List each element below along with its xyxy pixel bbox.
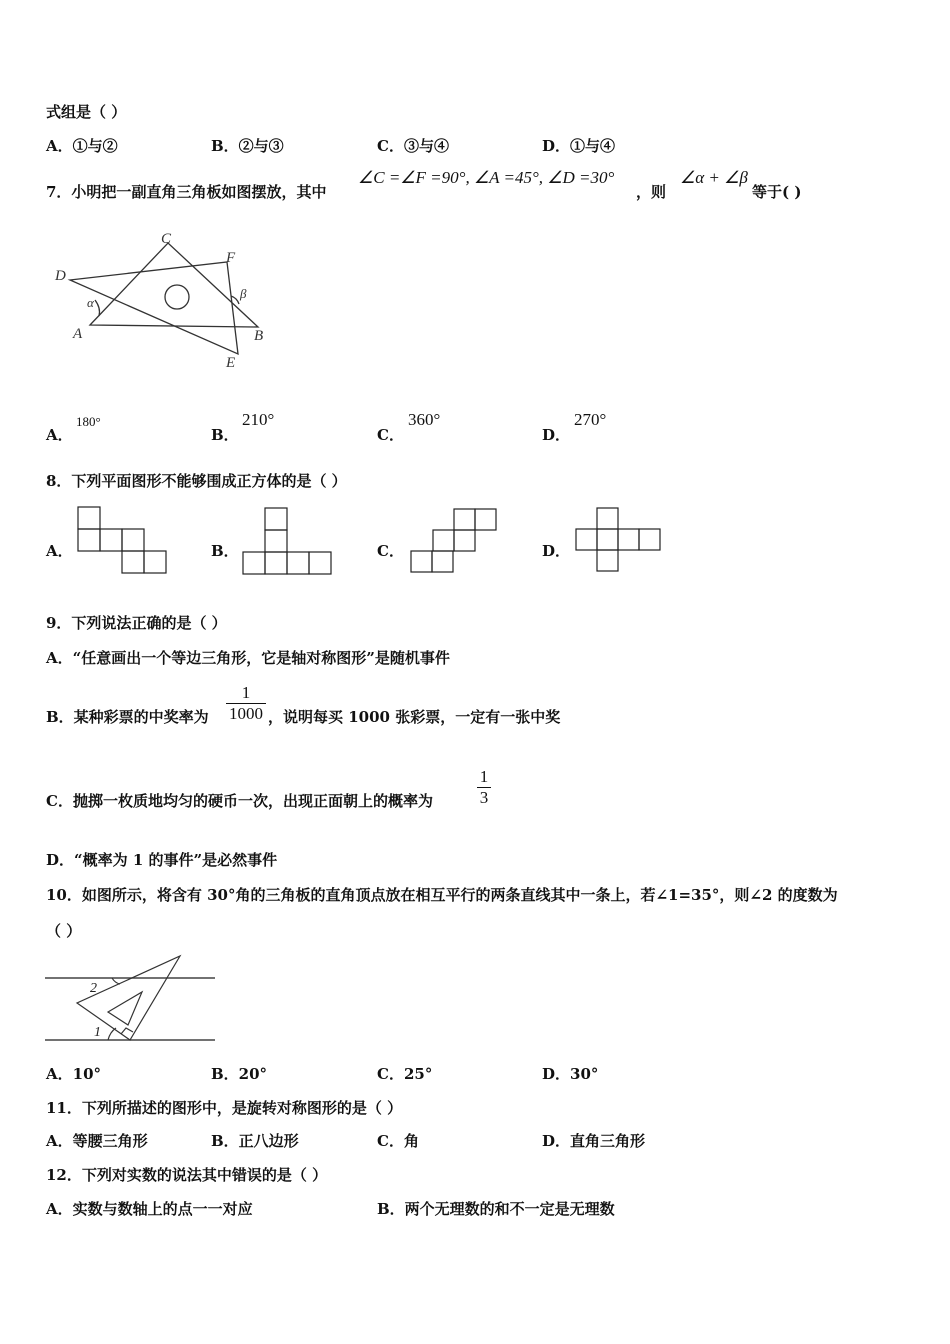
q10-option-b[interactable]: B．20°: [211, 1065, 268, 1083]
q9-option-b[interactable]: B．某种彩票的中奖率为: [46, 708, 209, 726]
q10-option-d[interactable]: D．30°: [542, 1065, 599, 1083]
q9-option-b-tail: ，说明每买 1000 张彩票，一定有一张中奖: [268, 708, 561, 726]
q7-label-e: E: [226, 355, 236, 371]
q9-option-d[interactable]: D．“概率为 1 的事件”是必然事件: [46, 851, 278, 869]
q9-option-c[interactable]: C．抛掷一枚质地均匀的硬币一次，出现正面朝上的概率为: [46, 792, 433, 810]
q7-option-c-value: 360°: [408, 410, 441, 429]
q7-label-f: F: [226, 250, 236, 266]
q10-right-angle-mark: [121, 1028, 133, 1034]
q6-option-d[interactable]: D．①与④: [542, 137, 616, 155]
q7-label-c: C: [161, 231, 172, 247]
q7-stem-suffix: 等于( ): [752, 183, 802, 201]
q9-option-b-denominator: 1000: [229, 704, 263, 723]
q11-option-b[interactable]: B．正八边形: [211, 1132, 299, 1150]
q8-stem: 8．下列平面图形不能够围成正方体的是（ ）: [46, 472, 347, 490]
q10-stem: 10．如图所示，将含有 30°角的三角板的直角顶点放在相互平行的两条直线其中一条上，若∠1=35°，则∠2 的度数为: [46, 886, 838, 904]
q12-option-a[interactable]: A．实数与数轴上的点一一对应: [46, 1200, 253, 1218]
q7-label-a: A: [73, 326, 83, 342]
q7-label-beta: β: [240, 286, 247, 301]
q7-label-alpha: α: [87, 295, 94, 310]
q7-option-c[interactable]: C．: [377, 426, 404, 444]
q7-stem-mid: ，则: [636, 183, 667, 201]
q11-option-c[interactable]: C．角: [377, 1132, 419, 1150]
q7-option-b[interactable]: B．: [211, 426, 239, 444]
q6-option-c[interactable]: C．③与④: [377, 137, 449, 155]
q6-stem-tail: 式组是（ ）: [46, 103, 127, 121]
q8-option-b[interactable]: B．: [211, 542, 239, 560]
q7-label-d: D: [55, 268, 66, 284]
q12-stem: 12．下列对实数的说法其中错误的是（ ）: [46, 1166, 328, 1184]
q8-option-d[interactable]: D．: [542, 542, 571, 560]
q7-option-a[interactable]: A．: [46, 426, 73, 444]
q8-option-c[interactable]: C．: [377, 542, 404, 560]
q6-option-a[interactable]: A．①与②: [46, 137, 118, 155]
q7-condition: ∠C =∠F =90°, ∠A =45°, ∠D =30°: [358, 168, 615, 187]
q12-option-b[interactable]: B．两个无理数的和不一定是无理数: [377, 1200, 615, 1218]
q9-option-a[interactable]: A．“任意画出一个等边三角形，它是轴对称图形”是随机事件: [46, 649, 450, 667]
q7-option-b-value: 210°: [242, 410, 275, 429]
q9-option-c-denominator: 3: [479, 788, 489, 807]
q10-angle-2-arc: [112, 978, 120, 984]
q10-label-2: 2: [90, 981, 97, 996]
q8-option-a[interactable]: A．: [46, 542, 73, 560]
q7-target-expression: ∠α + ∠β: [680, 168, 748, 187]
q11-stem: 11．下列所描述的图形中，是旋转对称图形的是（ ）: [46, 1099, 403, 1117]
q9-option-b-numerator: 1: [241, 683, 251, 702]
q7-stem-prefix: 7．小明把一副直角三角板如图摆放，其中: [46, 183, 327, 201]
q10-option-c[interactable]: C．25°: [377, 1065, 433, 1083]
q10-option-a[interactable]: A．10°: [46, 1065, 102, 1083]
q10-set-square-inner: [108, 992, 142, 1025]
q10-set-square-outer: [77, 956, 180, 1040]
q10-label-1: 1: [94, 1025, 101, 1040]
q11-option-a[interactable]: A．等腰三角形: [46, 1132, 148, 1150]
q7-label-b: B: [254, 328, 264, 344]
q7-option-d[interactable]: D．: [542, 426, 571, 444]
q7-option-a-value: 180°: [76, 414, 101, 429]
q9-option-c-numerator: 1: [479, 767, 489, 786]
q7-option-d-value: 270°: [574, 410, 607, 429]
q6-option-b[interactable]: B．②与③: [211, 137, 284, 155]
q9-stem: 9．下列说法正确的是（ ）: [46, 614, 227, 632]
q10-paren: （ ）: [46, 922, 82, 940]
q11-option-d[interactable]: D．直角三角形: [542, 1132, 646, 1150]
